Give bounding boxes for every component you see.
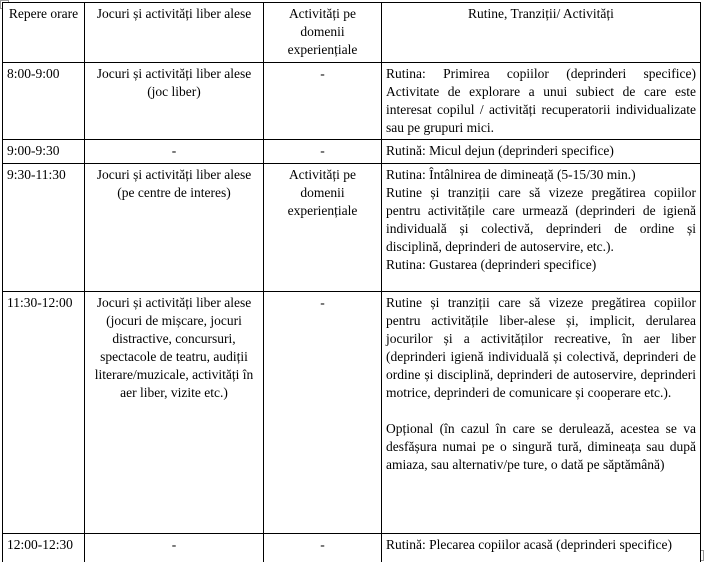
routines-cell xyxy=(382,63,701,140)
routine-paragraph: Rutină: Micul dejun (deprinderi specifice) xyxy=(386,143,614,158)
routine-paragraph: Rutină: Plecarea copiilor acasă (deprinderi specifice) xyxy=(386,537,672,552)
domains-cell: Activități pe domenii experiențiale xyxy=(264,164,382,292)
time-cell: 12:00-12:30 xyxy=(3,534,85,562)
header-rutine-tranzitii: Rutine, Tranziții/ Activități xyxy=(382,3,701,63)
domains-cell: - xyxy=(264,63,382,140)
time-cell: 11:30-12:00 xyxy=(3,292,85,534)
table-row xyxy=(3,292,701,534)
time-cell: 9:00-9:30 xyxy=(3,140,85,164)
table-row xyxy=(3,164,701,292)
routine-paragraph: Rutina: Întâlnirea de dimineață (5-15/30 min.) xyxy=(386,167,636,182)
routines-cell xyxy=(382,292,701,534)
routine-paragraph: Opțional (în cazul în care se derulează, acestea se va desfășura numai pe o singură tură, dimineața sau după amiaza, sau alternativ/pe ture, o dată pe săptămână) xyxy=(386,421,696,472)
schedule-table xyxy=(2,2,701,562)
table-row xyxy=(3,63,701,140)
header-domenii-experientiale: Activități pe domenii experiențiale xyxy=(264,3,382,63)
routines-cell xyxy=(382,534,701,562)
routines-cell xyxy=(382,164,701,292)
games-cell: - xyxy=(85,534,264,562)
table-container xyxy=(2,2,701,562)
games-cell: - xyxy=(85,140,264,164)
header-row xyxy=(3,3,701,63)
time-cell: 8:00-9:00 xyxy=(3,63,85,140)
games-cell: Jocuri și activități liber alese (pe centre de interes) xyxy=(85,164,264,292)
domains-cell: - xyxy=(264,292,382,534)
header-jocuri-activitati: Jocuri și activități liber alese xyxy=(85,3,264,63)
routine-paragraph: Rutina: Gustarea (deprinderi specifice) xyxy=(386,257,597,272)
routines-cell xyxy=(382,140,701,164)
routine-paragraph: Rutine și tranziții care să vizeze pregătirea copiilor pentru activitățile care urmează (deprinderi de igienă individuală și colectivă, deprinderi de ordine și disciplină, deprinderi de autoservire, etc.). xyxy=(386,185,696,254)
header-repere-orare: Repere orare xyxy=(3,3,85,63)
routine-paragraph: Rutina: Primirea copiilor (deprinderi specifice) Activitate de explorare a unui subiect de care este interesat copilul / activități recuperatorii individualizate sau pe grupuri mici. xyxy=(386,66,696,135)
table-row xyxy=(3,534,701,562)
table-row xyxy=(3,140,701,164)
time-cell: 9:30-11:30 xyxy=(3,164,85,292)
games-cell: Jocuri și activități liber alese (joc liber) xyxy=(85,63,264,140)
games-cell: Jocuri și activități liber alese (jocuri de mișcare, jocuri distractive, concursuri, spectacole de teatru, audiții literare/muzicale, activități în aer liber, vizite etc.) xyxy=(85,292,264,534)
routine-paragraph: Rutine și tranziții care să vizeze pregătirea copiilor pentru activitățile liber-alese și, implicit, derularea jocurilor și a activităților recreative, în aer liber (deprinderi igienă individuală și colectivă, deprinderi de ordine și disciplină, deprinderi de autoservire, deprinderi motrice, deprinderi de comunicare și cooperare etc.). xyxy=(386,295,696,400)
domains-cell: - xyxy=(264,140,382,164)
domains-cell: - xyxy=(264,534,382,562)
